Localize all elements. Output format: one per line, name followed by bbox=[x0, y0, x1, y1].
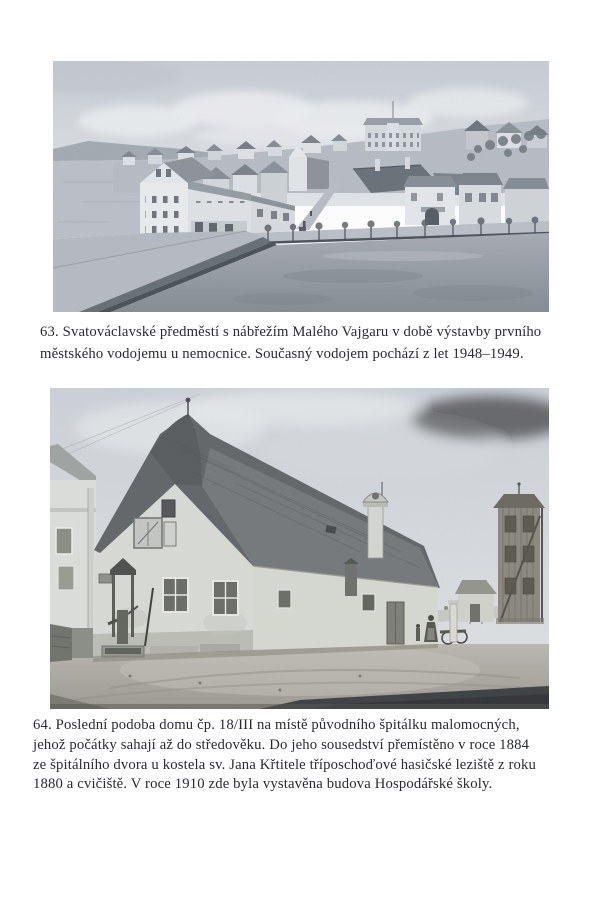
photo-64-illustration bbox=[50, 388, 549, 709]
caption-63-line-1: 63. Svatováclavské předměstí s nábřežím Malého Vajgaru v době výstavby prvního bbox=[40, 324, 542, 340]
photo-64-old-hospital-house bbox=[50, 388, 549, 709]
caption-64-line-1: 64. Poslední podoba domu čp. 18/III na místě původního špitálku malomocných, bbox=[33, 717, 520, 733]
photo-63-town-panorama bbox=[53, 61, 549, 312]
caption-64-line-3: ze špitálního dvora u kostela sv. Jana Křtitele tříposchoďové hasičské leziště z roku bbox=[33, 756, 536, 773]
caption-64-line-2: jehož počátky sahají až do středověku. Do jeho sousedství přemístěno v roce 1884 bbox=[33, 736, 530, 753]
caption-63 bbox=[40, 321, 565, 365]
scan-grain-overlay bbox=[53, 61, 549, 312]
scan-grain-overlay bbox=[50, 388, 549, 709]
caption-64-line-4: 1880 a cvičiště. V roce 1910 zde byla vystavěna budova Hospodářské školy. bbox=[33, 776, 493, 793]
caption-63-line-2: městského vodojemu u nemocnice. Současný vodojem pochází z let 1948–1949. bbox=[40, 346, 524, 362]
photo-63-illustration bbox=[53, 61, 549, 312]
caption-64 bbox=[33, 716, 570, 795]
